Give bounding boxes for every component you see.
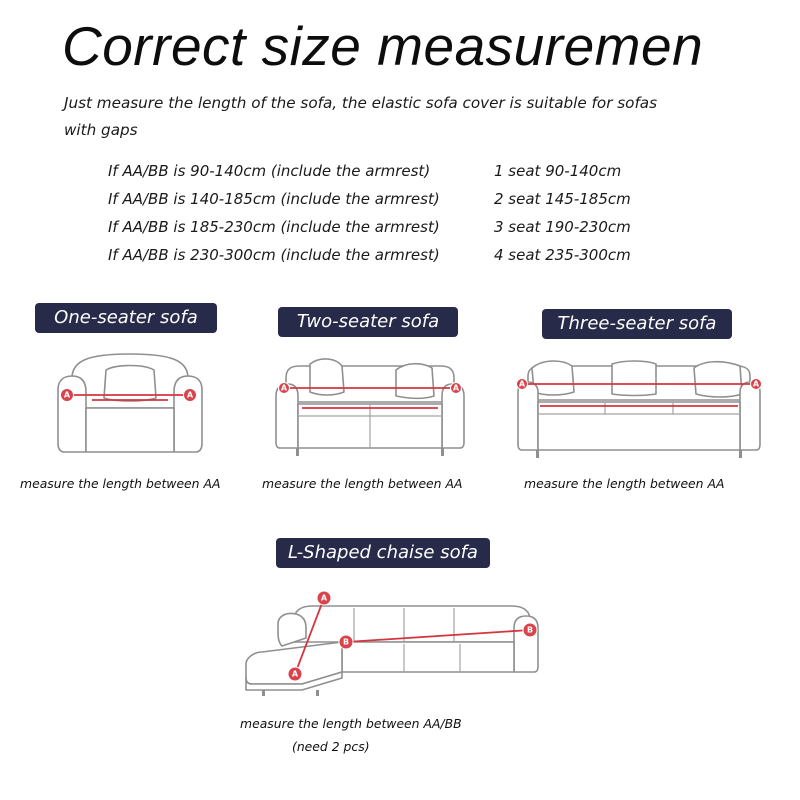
one-seater-caption: measure the length between AA bbox=[20, 476, 221, 491]
size-row bbox=[108, 244, 668, 272]
intro-line-2: with gaps bbox=[64, 121, 138, 139]
seat-size: 4 seat 235-300cm bbox=[494, 246, 631, 264]
sofa-leg bbox=[536, 450, 539, 458]
seat-size: 3 seat 190-230cm bbox=[494, 218, 631, 236]
sofa-pillow-middle bbox=[612, 361, 656, 396]
one-seater-sofa-illustration bbox=[50, 348, 210, 468]
size-condition: If AA/BB is 230-300cm (include the armrest) bbox=[108, 246, 440, 264]
seat-size: 2 seat 145-185cm bbox=[494, 190, 631, 208]
l-shaped-badge: L-Shaped chaise sofa bbox=[276, 538, 490, 568]
marker-label: A bbox=[291, 669, 299, 679]
marker-b-right bbox=[523, 623, 537, 637]
sofa-leg bbox=[296, 448, 299, 456]
marker-label: B bbox=[342, 637, 350, 647]
marker-b-left bbox=[339, 635, 353, 649]
sofa-left-arm bbox=[58, 376, 86, 452]
marker-a-left bbox=[61, 389, 74, 402]
sofa-leg bbox=[262, 690, 265, 696]
intro-text bbox=[64, 90, 704, 144]
two-seater-sofa-illustration bbox=[270, 352, 470, 464]
sofa-seat bbox=[342, 642, 514, 672]
two-seater-caption: measure the length between AA bbox=[262, 476, 463, 491]
marker-label: A bbox=[63, 390, 71, 400]
size-row bbox=[108, 160, 668, 188]
sofa-seat bbox=[538, 402, 740, 450]
sofa-leg bbox=[316, 690, 319, 696]
size-table bbox=[108, 160, 668, 272]
size-condition: If AA/BB is 140-185cm (include the armrest) bbox=[108, 190, 440, 208]
sofa-leg bbox=[441, 448, 444, 456]
seat-size: 1 seat 90-140cm bbox=[494, 162, 622, 180]
sofa-pillow-right bbox=[694, 362, 742, 397]
size-condition: If AA/BB is 185-230cm (include the armrest) bbox=[108, 218, 440, 236]
three-seater-sofa-illustration bbox=[514, 354, 764, 466]
size-condition: If AA/BB is 90-140cm (include the armrest) bbox=[108, 162, 431, 180]
marker-a-left bbox=[517, 379, 528, 390]
l-shaped-note: (need 2 pcs) bbox=[292, 739, 370, 754]
sofa-seat bbox=[86, 408, 174, 452]
sofa-right-arm bbox=[442, 384, 464, 448]
marker-a-bottom bbox=[288, 667, 302, 681]
three-seater-badge: Three-seater sofa bbox=[542, 309, 732, 339]
one-seater-badge: One-seater sofa bbox=[35, 303, 217, 333]
marker-a-left bbox=[279, 383, 290, 394]
sofa-pillow-right bbox=[396, 364, 434, 399]
marker-label: A bbox=[186, 390, 194, 400]
size-row bbox=[108, 216, 668, 244]
sofa-pillow-left bbox=[310, 359, 344, 395]
marker-label: A bbox=[518, 379, 526, 389]
size-row bbox=[108, 188, 668, 216]
sofa-back bbox=[294, 606, 530, 642]
marker-label: A bbox=[320, 593, 328, 603]
marker-label: A bbox=[452, 383, 460, 393]
page-title: Correct size measuremen bbox=[62, 15, 704, 77]
three-seater-caption: measure the length between AA bbox=[524, 476, 725, 491]
marker-a-right bbox=[184, 389, 197, 402]
marker-a-right bbox=[751, 379, 762, 390]
marker-label: B bbox=[526, 625, 534, 635]
two-seater-badge: Two-seater sofa bbox=[278, 307, 458, 337]
l-shaped-sofa-illustration bbox=[242, 586, 552, 702]
sofa-right-arm bbox=[174, 376, 202, 452]
marker-label: A bbox=[752, 379, 760, 389]
sofa-leg bbox=[739, 450, 742, 458]
marker-label: A bbox=[280, 383, 288, 393]
sofa-left-arm bbox=[518, 379, 538, 450]
marker-a-right bbox=[451, 383, 462, 394]
l-shaped-caption: measure the length between AA/BB bbox=[240, 716, 462, 731]
marker-a-top bbox=[317, 591, 331, 605]
sofa-right-arm bbox=[740, 379, 760, 450]
intro-line-1: Just measure the length of the sofa, the elastic sofa cover is suitable for sofas bbox=[64, 94, 658, 112]
sofa-left-arm bbox=[276, 384, 298, 448]
